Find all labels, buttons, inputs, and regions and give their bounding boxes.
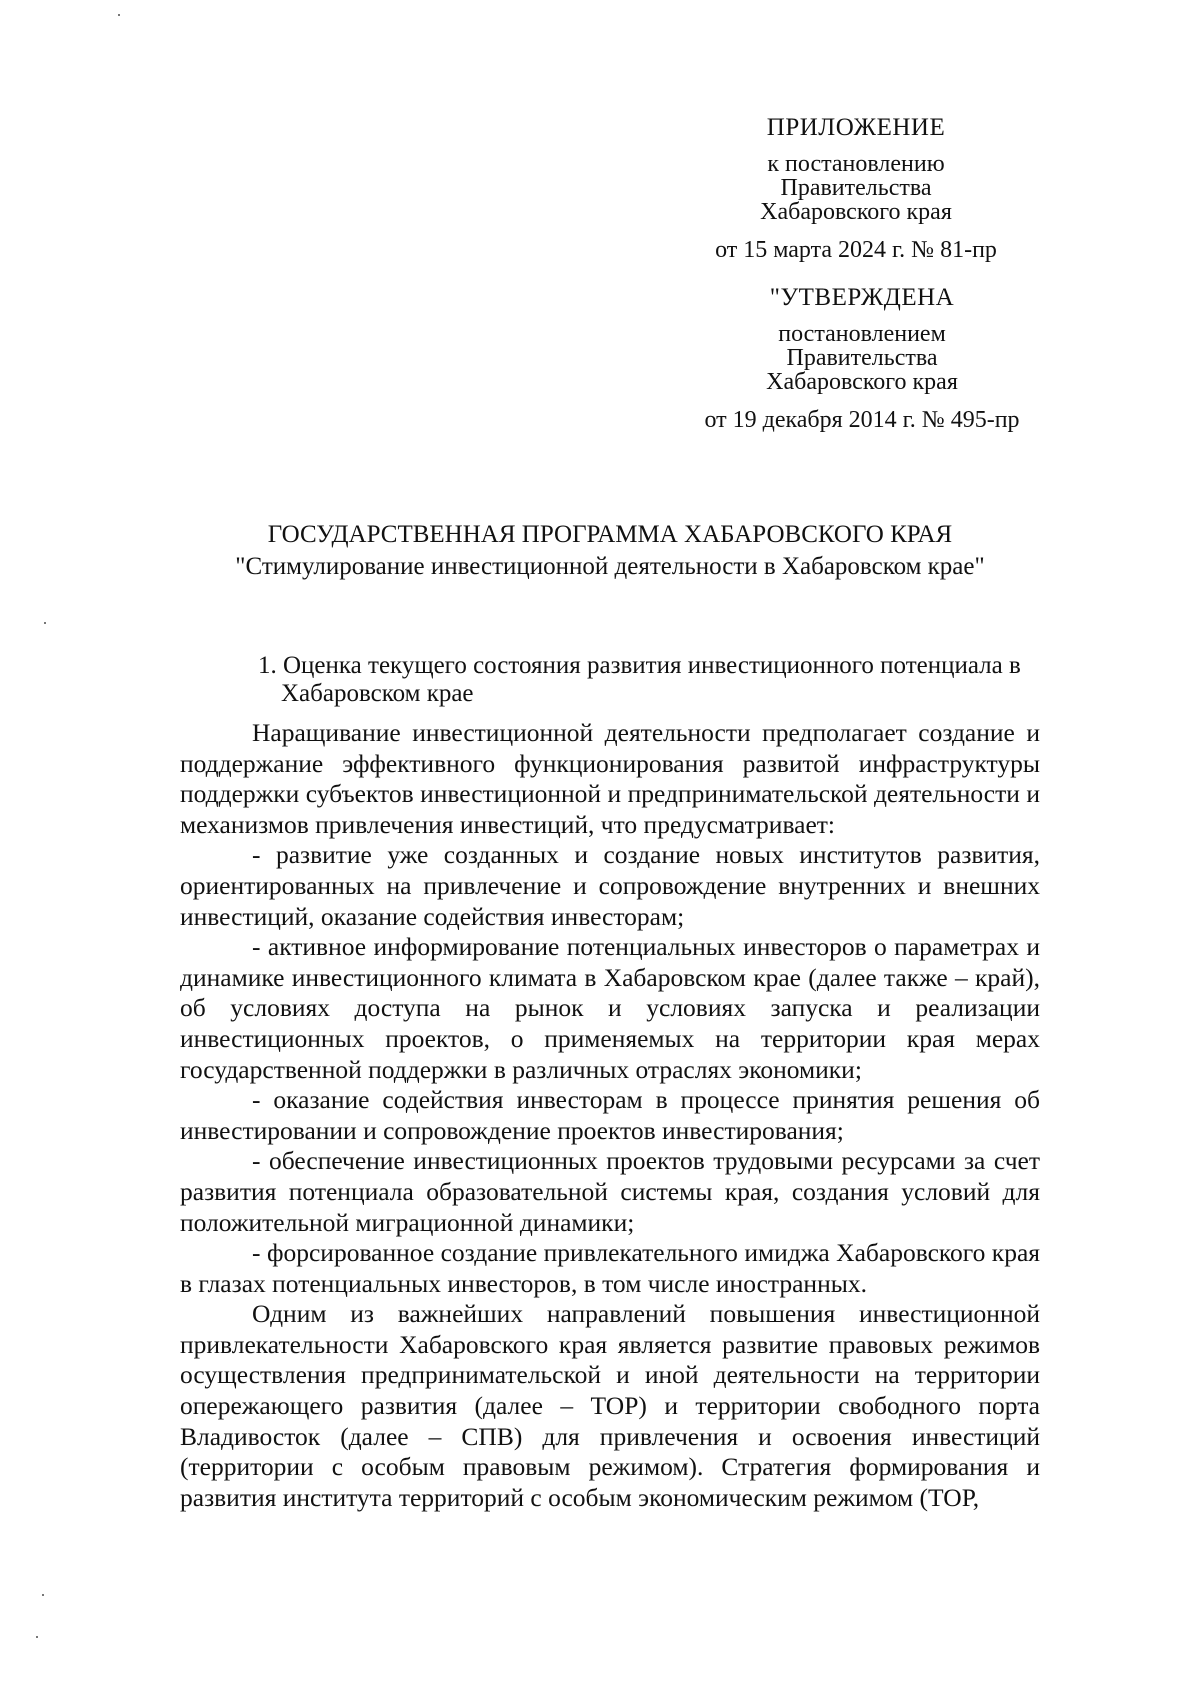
- program-title-block: [180, 520, 1040, 582]
- appendix-line: Хабаровского края: [760, 199, 952, 225]
- body-text: [180, 718, 1040, 1513]
- appendix-date: от 15 марта 2024 г. № 81-пр: [715, 237, 997, 263]
- list-item: - оказание содействия инвесторам в процессе принятия решения об инвестировании и сопровождение проектов инвестирования;: [180, 1085, 1040, 1145]
- program-title: ГОСУДАРСТВЕННАЯ ПРОГРАММА ХАБАРОВСКОГО КРАЯ: [267, 521, 953, 548]
- closing-paragraph: Одним из важнейших направлений повышения инвестиционной привлекательности Хабаровского края является развитие правовых режимов осуществления предпринимательской и иной деятельности на территории опережающего развития (далее – ТОР) и территории свободного порта Владивосток (далее – СПВ) для привлечения и освоения инвестиций (территории с особым правовым режимом). Стратегия формирования и развития института территорий с особым экономическим режимом (ТОР,: [180, 1299, 1040, 1512]
- scan-speck: [42, 1594, 44, 1596]
- scan-speck: [118, 14, 120, 16]
- appendix-title: ПРИЛОЖЕНИЕ: [766, 114, 946, 141]
- approved-line: Хабаровского края: [766, 369, 958, 395]
- program-subtitle: "Стимулирование инвестиционной деятельности в Хабаровском крае": [235, 553, 985, 580]
- approved-block: [694, 286, 1030, 432]
- appendix-line: Правительства: [780, 175, 932, 201]
- list-item: - активное информирование потенциальных инвесторов о параметрах и динамике инвестиционного климата в Хабаровском крае (далее также – край), об условиях доступа на рынок и условиях запуска и реализации инвестиционных проектов, о применяемых на территории края мерах государственной поддержки в различных отраслях экономики;: [180, 932, 1040, 1084]
- approved-line: постановлением: [778, 321, 946, 347]
- appendix-line: к постановлению: [767, 151, 945, 177]
- section-heading-line: 1. Оценка текущего состояния развития инвестиционного потенциала в: [258, 652, 1021, 679]
- scan-speck: [36, 1636, 38, 1638]
- section-heading: [258, 652, 1038, 708]
- list-item: - обеспечение инвестиционных проектов трудовыми ресурсами за счет развития потенциала образовательной системы края, создания условий для положительной миграционной динамики;: [180, 1146, 1040, 1237]
- scan-speck: [44, 622, 46, 624]
- section-heading-line: Хабаровском крае: [281, 680, 474, 707]
- intro-paragraph: Наращивание инвестиционной деятельности предполагает создание и поддержание эффективного функционирования развитой инфраструктуры поддержки субъектов инвестиционной и предпринимательской деятельности и механизмов привлечения инвестиций, что предусматривает:: [180, 718, 1040, 839]
- list-item: - развитие уже созданных и создание новых институтов развития, ориентированных на привлечение и сопровождение внутренних и внешних инвестиций, оказание содействия инвесторам;: [180, 840, 1040, 931]
- approved-date: от 19 декабря 2014 г. № 495-пр: [704, 407, 1020, 433]
- appendix-block: [700, 116, 1012, 262]
- approved-line: Правительства: [786, 345, 938, 371]
- approved-title: "УТВЕРЖДЕНА: [769, 284, 955, 311]
- list-item: - форсированное создание привлекательного имиджа Хабаровского края в глазах потенциальных инвесторов, в том числе иностранных.: [180, 1238, 1040, 1298]
